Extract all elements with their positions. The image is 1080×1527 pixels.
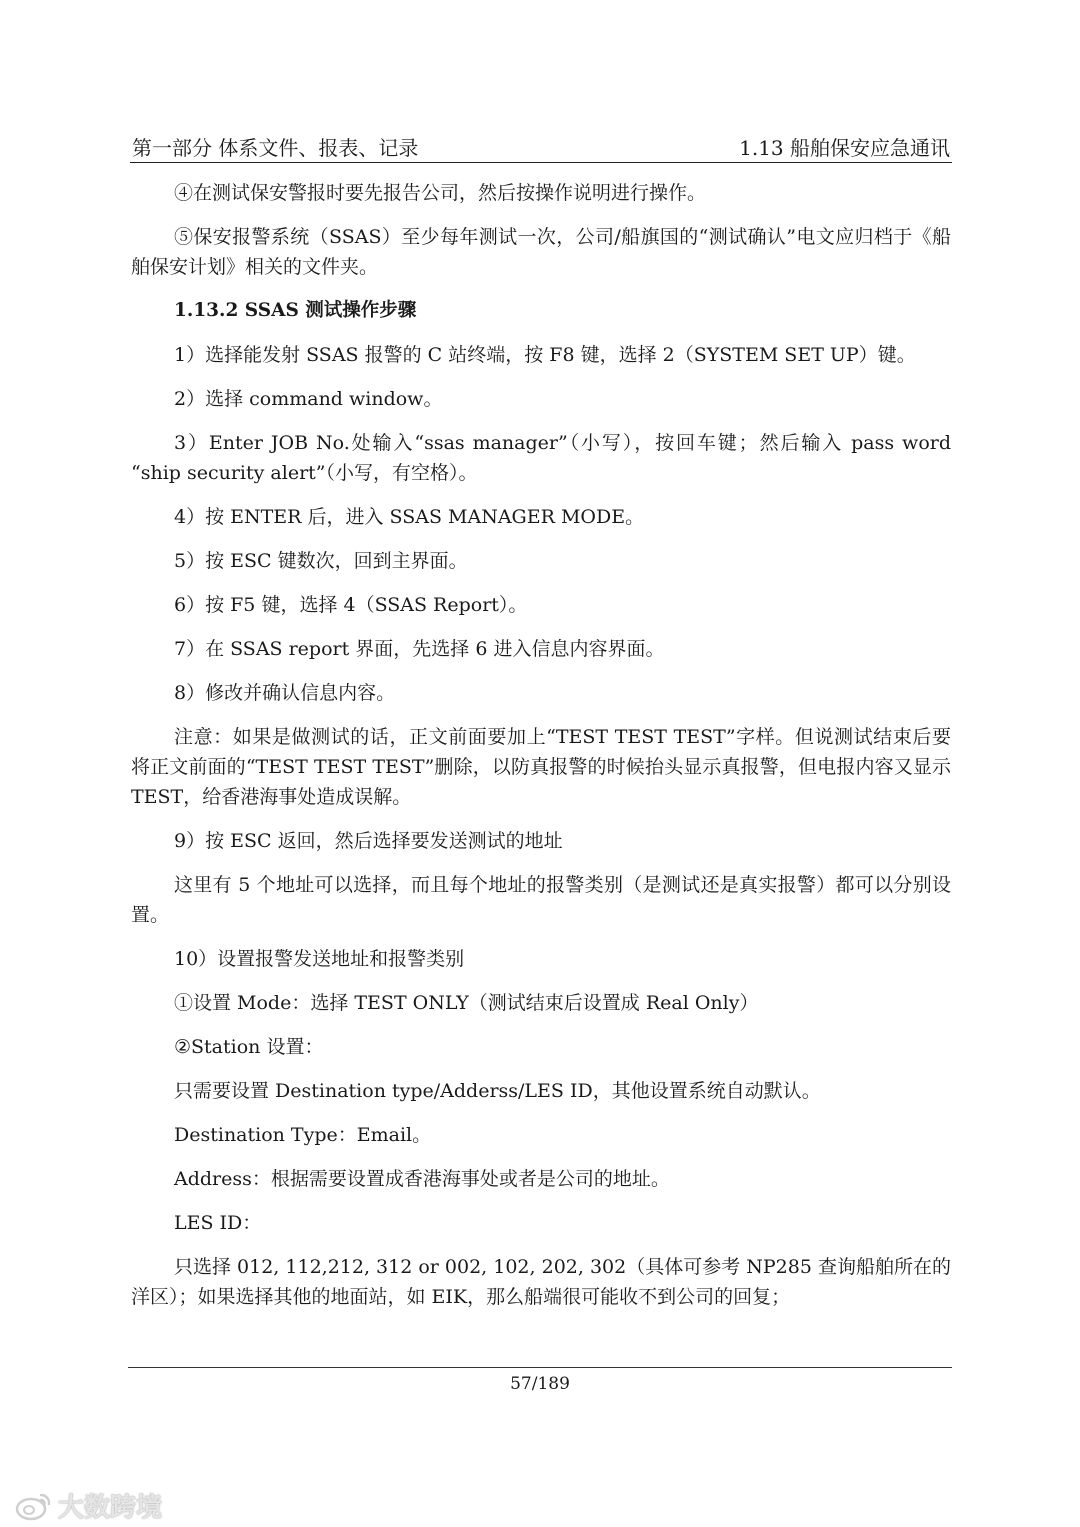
paragraph-ssas-annual-test: ⑤保安报警系统（SSAS）至少每年测试一次，公司/船旗国的“测试确认”电文应归档于《船舶保安计划》相关的文件夹。 (131, 226, 951, 278)
section-heading: 1.13.2 SSAS 测试操作步骤 (174, 300, 417, 321)
page-number: 57/189 (510, 1374, 570, 1394)
step-8: 8）修改并确认信息内容。 (174, 682, 396, 704)
header-chapter-title: 1.13 船舶保安应急通讯 (739, 136, 950, 160)
mode-setting: ①设置 Mode：选择 TEST ONLY（测试结束后设置成 Real Only） (174, 992, 759, 1014)
step-4: 4）按 ENTER 后，进入 SSAS MANAGER MODE。 (174, 506, 645, 528)
step-2: 2）选择 command window。 (174, 388, 443, 410)
destination-type: Destination Type：Email。 (174, 1124, 432, 1146)
required-settings: 只需要设置 Destination type/Adderss/LES ID，其他设置系统自动默认。 (174, 1080, 821, 1102)
les-id-label: LES ID： (174, 1212, 262, 1234)
address-options-paragraph: 这里有 5 个地址可以选择，而且每个地址的报警类别（是测试还是真实报警）都可以分别设置。 (131, 874, 951, 926)
page-header (130, 128, 952, 163)
address-setting: Address：根据需要设置成香港海事处或者是公司的地址。 (174, 1168, 670, 1190)
weibo-logo-icon (14, 1489, 54, 1521)
les-id-options: 只选择 012, 112,212, 312 or 002, 102, 202, 302（具体可参考 NP285 查询船舶所在的洋区）；如果选择其他的地面站，如 EIK，那么船端很可能收不到公司的回复； (131, 1256, 951, 1308)
step-1: 1）选择能发射 SSAS 报警的 C 站终端，按 F8 键，选择 2（SYSTEM SET UP）键。 (174, 344, 916, 366)
step-10: 10）设置报警发送地址和报警类别 (174, 948, 465, 970)
station-setting: ②Station 设置： (174, 1036, 324, 1058)
step-7: 7）在 SSAS report 界面，先选择 6 进入信息内容界面。 (174, 638, 665, 660)
footer-divider (128, 1367, 952, 1368)
watermark-text: 大数跨境 (58, 1492, 163, 1523)
page-body (131, 178, 951, 1326)
step-3: 3）Enter JOB No.处输入“ssas manager”（小写），按回车键；然后输入 pass word “ship security alert”（小写，有空格）。 (131, 432, 951, 484)
step-5: 5）按 ESC 键数次，回到主界面。 (174, 550, 468, 572)
step-6: 6）按 F5 键，选择 4（SSAS Report）。 (174, 594, 528, 616)
step-9: 9）按 ESC 返回，然后选择要发送测试的地址 (174, 830, 563, 852)
header-section-title: 第一部分 体系文件、报表、记录 (132, 136, 419, 160)
paragraph-security-alert-test: ④在测试保安警报时要先报告公司，然后按操作说明进行操作。 (174, 182, 707, 204)
watermark (14, 1487, 162, 1523)
note-paragraph: 注意：如果是做测试的话，正文前面要加上“TEST TEST TEST”字样。但说测试结束后要将正文前面的“TEST TEST TEST”删除，以防真报警的时候抬头显示真报警，但电报内容又显示 TEST，给香港海事处造成误解。 (131, 726, 951, 808)
